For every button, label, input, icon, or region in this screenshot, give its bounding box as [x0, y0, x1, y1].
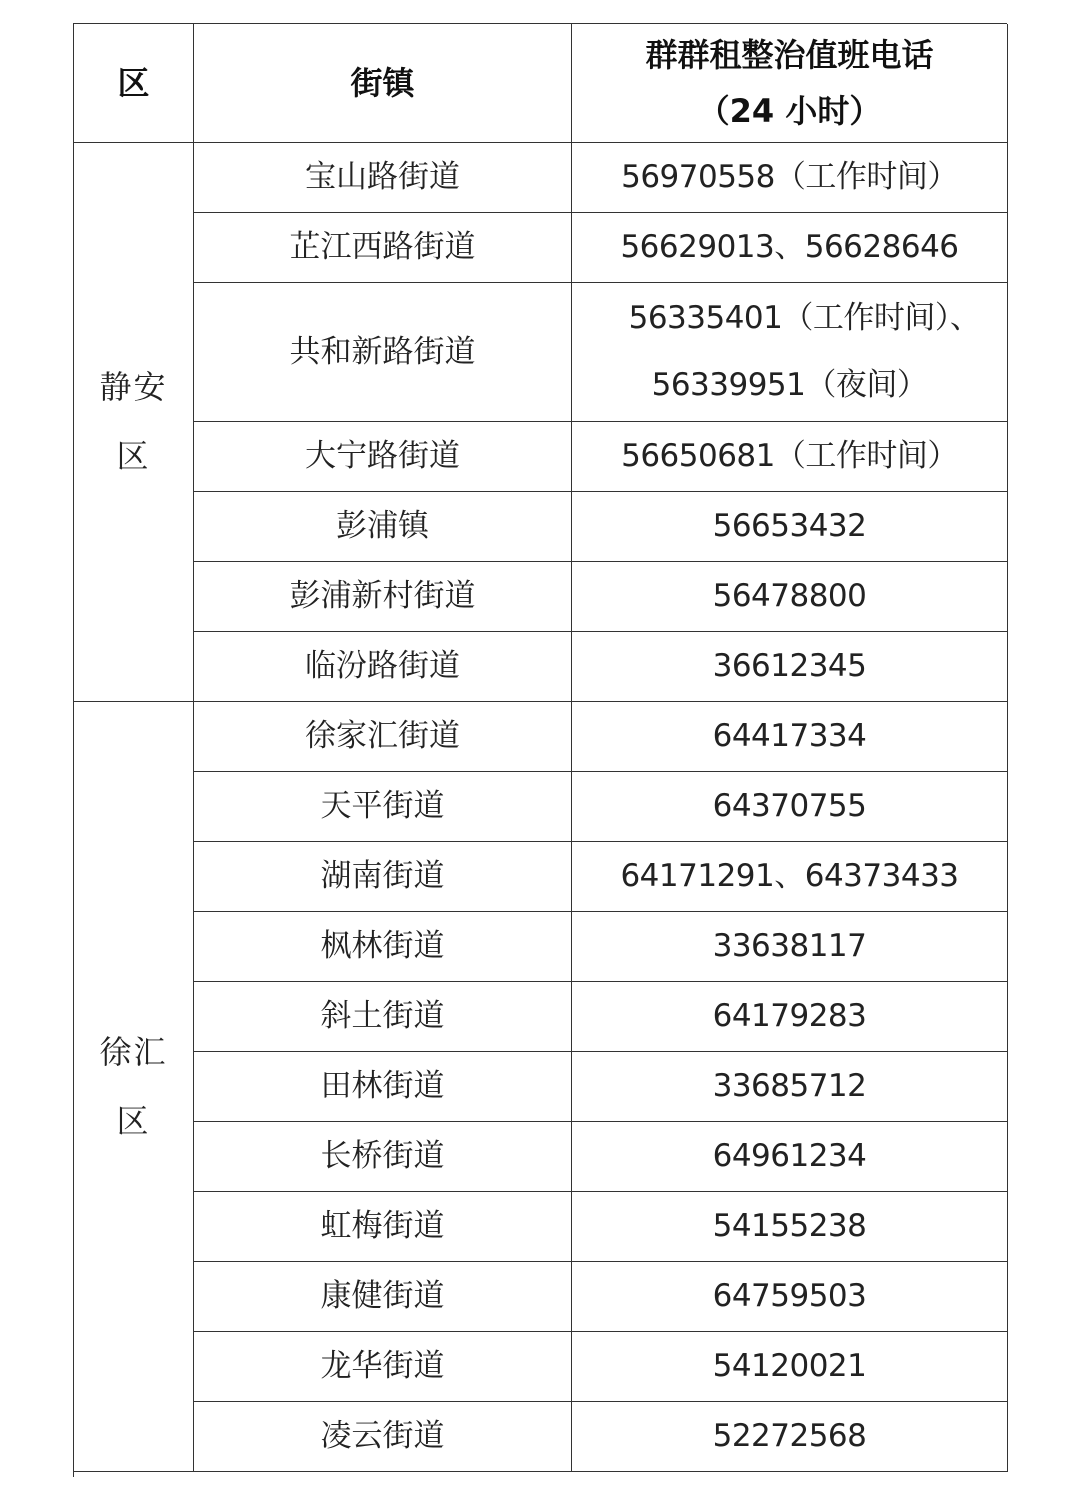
phone-cell: 33685712	[572, 1052, 1008, 1122]
phone-cell: 54120021	[572, 1332, 1008, 1402]
phone-cell: 64370755	[572, 772, 1008, 842]
phone-cell: 33638117	[572, 912, 1008, 982]
street-cell: 临汾路街道	[194, 632, 572, 702]
street-cell: 芷江西路街道	[194, 213, 572, 283]
phone-line-night: 56339951（夜间）	[651, 367, 928, 403]
street-cell: 凌云街道	[194, 1402, 572, 1472]
phone-cell: 56629013、56628646	[572, 213, 1008, 283]
phone-cell	[572, 283, 1008, 422]
street-cell: 康健街道	[194, 1262, 572, 1332]
phone-cell: 56970558（工作时间）	[572, 143, 1008, 213]
header-phone-hours: （24 小时）	[697, 92, 882, 130]
phone-cell: 56478800	[572, 562, 1008, 632]
street-cell: 田林街道	[194, 1052, 572, 1122]
street-cell: 彭浦镇	[194, 492, 572, 562]
street-cell: 斜土街道	[194, 982, 572, 1052]
phone-cell: 52272568	[572, 1402, 1008, 1472]
phone-cell: 36612345	[572, 632, 1008, 702]
district-xuhui-suffix: 区	[116, 1101, 151, 1140]
phone-cell: 64417334	[572, 702, 1008, 772]
district-jingan-name: 静安	[99, 368, 168, 407]
district-jingan	[74, 143, 194, 702]
header-phone-title: 群群租整治值班电话	[645, 36, 934, 74]
phone-cell: 56653432	[572, 492, 1008, 562]
phone-cell: 64759503	[572, 1262, 1008, 1332]
duty-phone-table	[73, 23, 1007, 1477]
street-cell: 枫林街道	[194, 912, 572, 982]
phone-cell: 64961234	[572, 1122, 1008, 1192]
street-cell: 宝山路街道	[194, 143, 572, 213]
phone-cell: 64179283	[572, 982, 1008, 1052]
district-xuhui-name: 徐汇	[99, 1032, 168, 1071]
phone-line-work-hours: 56335401（工作时间）、	[628, 300, 981, 337]
district-xuhui	[74, 702, 194, 1472]
district-jingan-suffix: 区	[116, 437, 151, 475]
street-cell: 共和新路街道	[194, 283, 572, 422]
header-street: 街镇	[194, 24, 572, 143]
street-cell: 徐家汇街道	[194, 702, 572, 772]
phone-cell: 54155238	[572, 1192, 1008, 1262]
street-cell: 龙华街道	[194, 1332, 572, 1402]
street-cell: 天平街道	[194, 772, 572, 842]
street-cell: 湖南街道	[194, 842, 572, 912]
street-cell: 大宁路街道	[194, 422, 572, 492]
header-phone	[572, 24, 1008, 143]
street-cell: 虹梅街道	[194, 1192, 572, 1262]
street-cell: 彭浦新村街道	[194, 562, 572, 632]
phone-cell: 56650681（工作时间）	[572, 422, 1008, 492]
street-cell: 长桥街道	[194, 1122, 572, 1192]
phone-cell: 64171291、64373433	[572, 842, 1008, 912]
header-district: 区	[74, 24, 194, 143]
